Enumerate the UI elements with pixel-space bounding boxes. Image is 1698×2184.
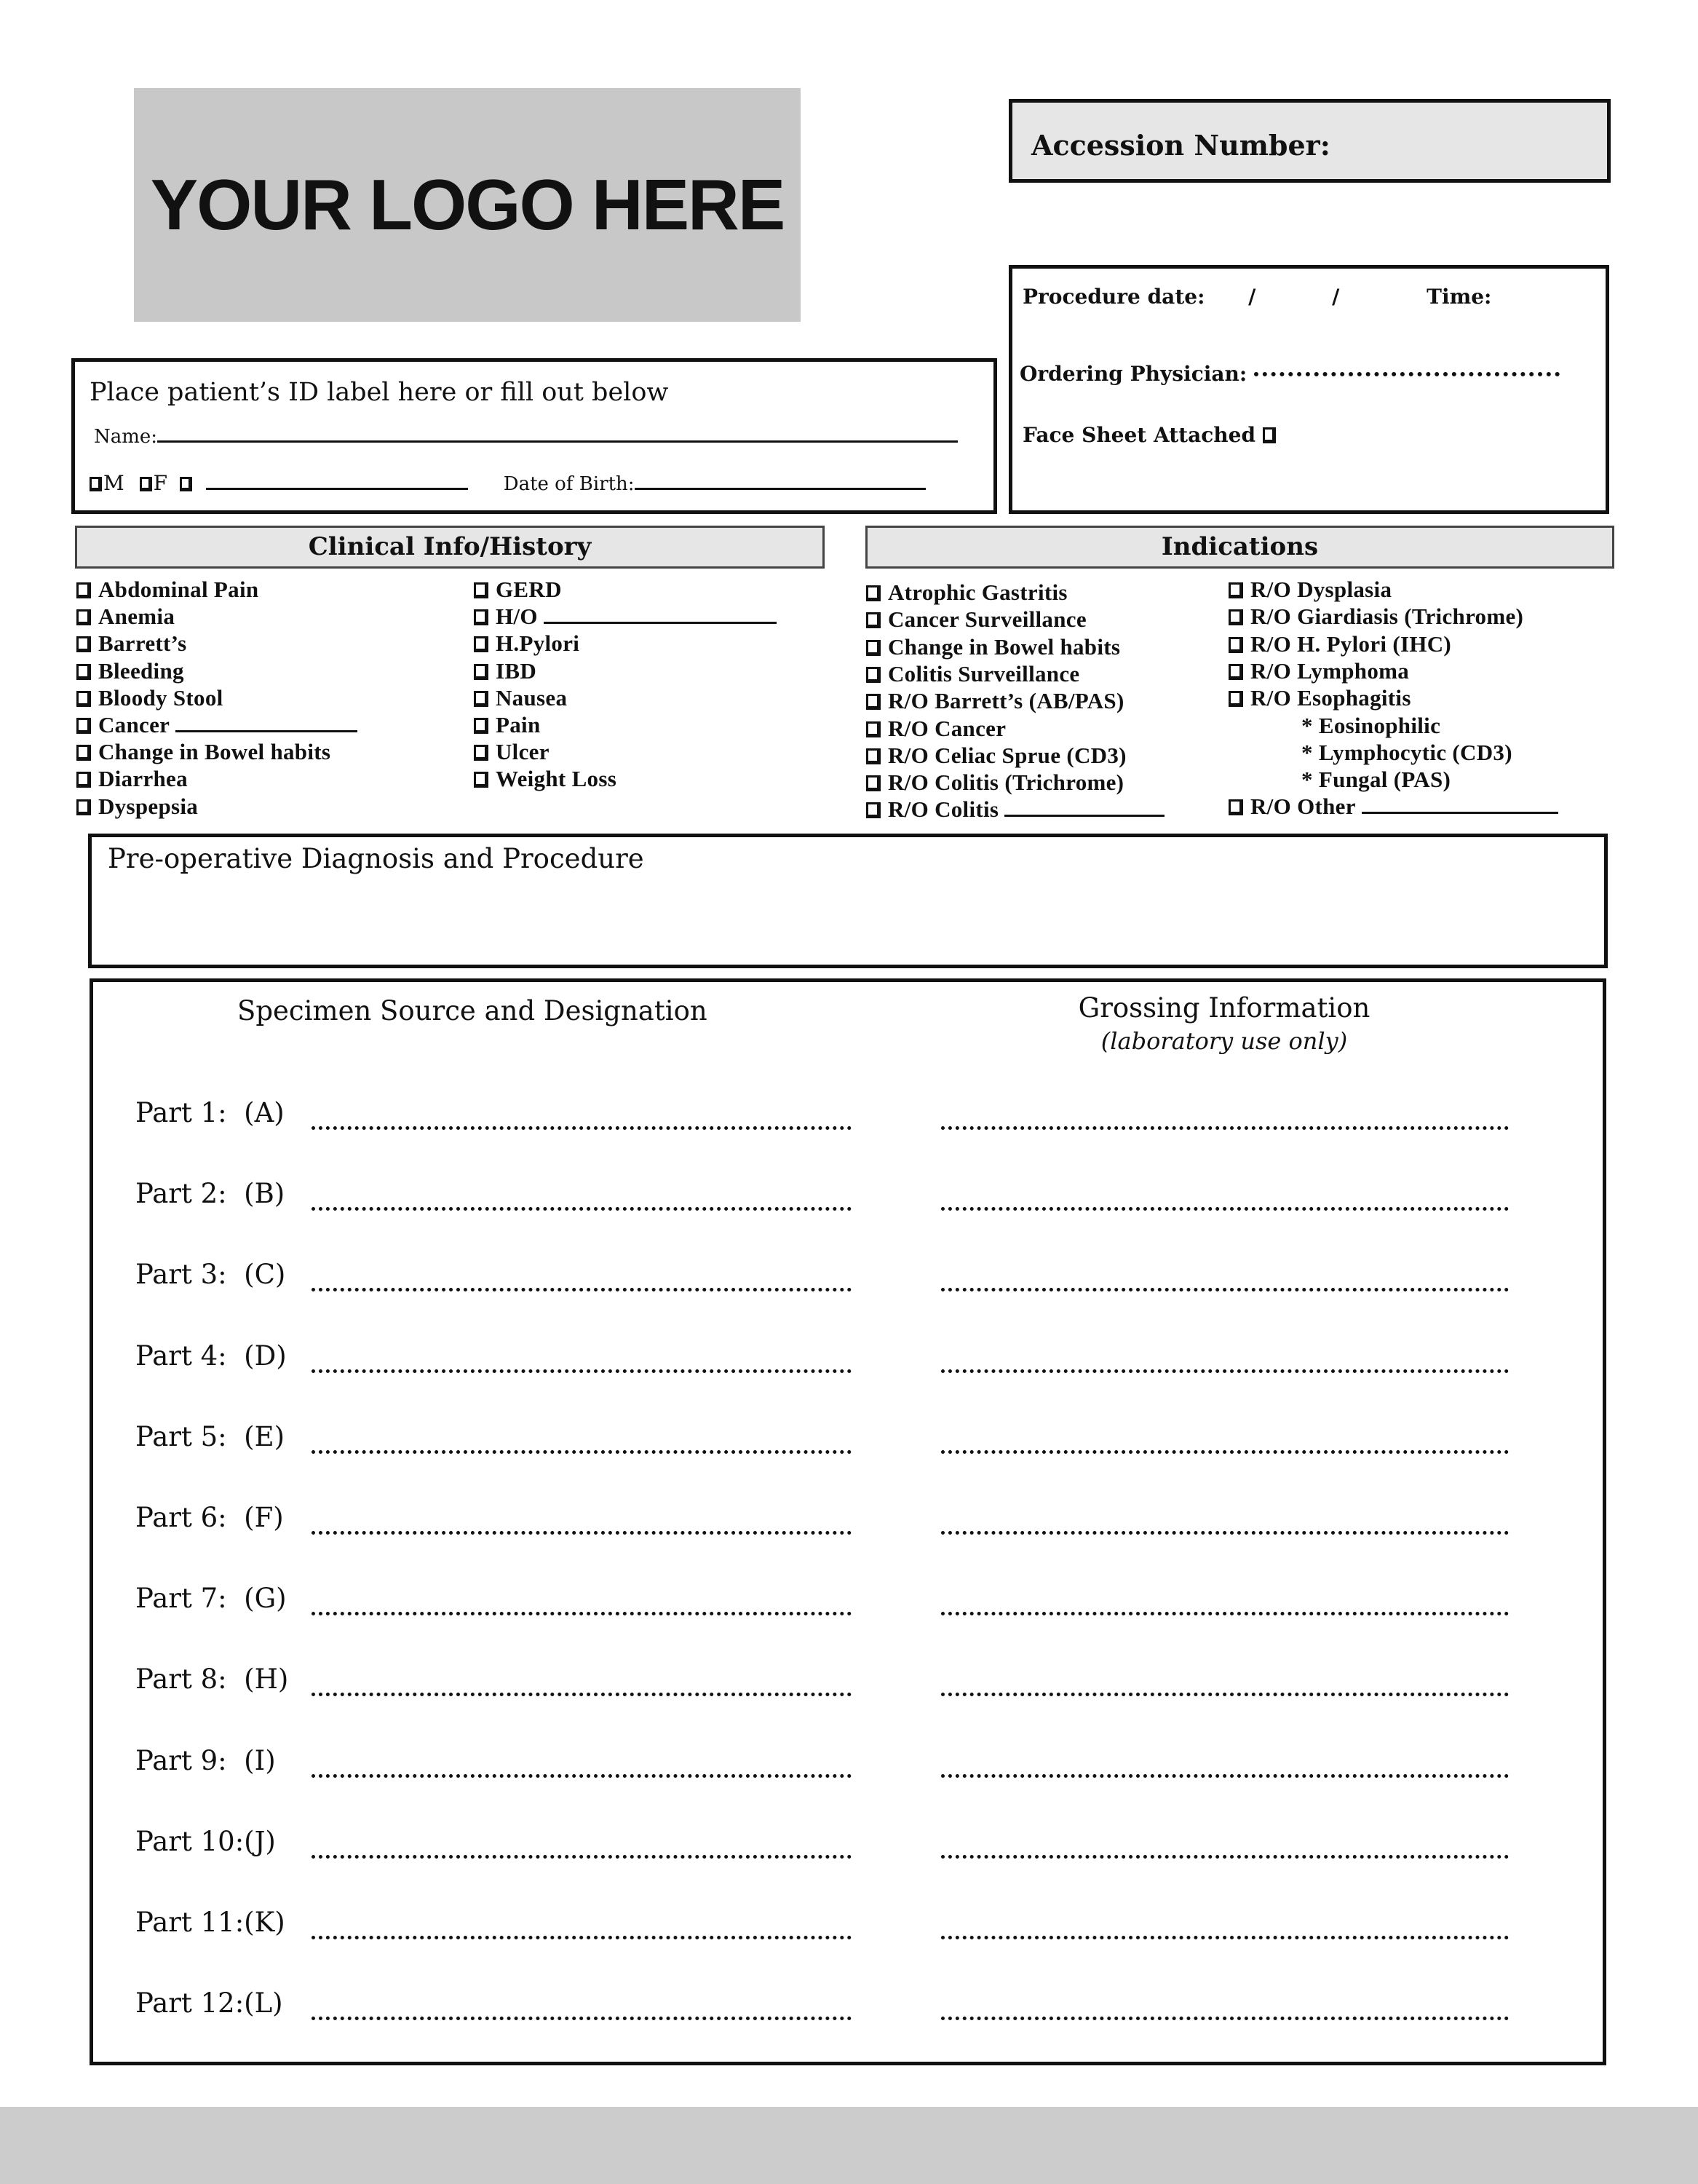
checkbox[interactable] [474, 745, 488, 761]
specimen-field[interactable] [312, 1369, 852, 1373]
part-label: Part 7: (G) [135, 1583, 287, 1615]
checkbox-item[interactable] [1229, 631, 1451, 657]
logo-text: YOUR LOGO HERE [150, 165, 785, 245]
checkbox-item[interactable] [474, 658, 536, 684]
checkbox[interactable] [1229, 582, 1243, 598]
checkbox-label: R/O Celiac Sprue (CD3) [888, 742, 1127, 768]
checkbox-label: Diarrhea [98, 766, 188, 792]
checkbox-label: R/O Esophagitis [1250, 685, 1411, 711]
indications-header: Indications [865, 526, 1614, 569]
specimen-field[interactable] [312, 1288, 852, 1291]
checkbox-label: R/O H. Pylori (IHC) [1250, 630, 1452, 657]
specimen-field[interactable] [312, 1531, 852, 1535]
other-checkbox[interactable] [180, 477, 192, 491]
checkbox-item[interactable] [76, 577, 258, 603]
sex-dob-row [90, 471, 926, 495]
face-sheet-row[interactable] [1023, 423, 1283, 447]
checkbox[interactable] [474, 582, 488, 598]
preop-title: Pre-operative Diagnosis and Procedure [108, 843, 644, 874]
checkbox-item[interactable] [866, 769, 1124, 796]
checkbox-item[interactable] [866, 796, 1165, 823]
checkbox-item[interactable] [474, 712, 541, 738]
specimen-field[interactable] [312, 1450, 852, 1454]
time-label: Time: [1427, 285, 1492, 309]
grossing-field[interactable] [941, 1288, 1509, 1291]
name-row[interactable] [94, 426, 982, 448]
checkbox[interactable] [866, 667, 881, 683]
checkbox-label: Nausea [496, 684, 568, 711]
checkbox-item[interactable] [474, 766, 616, 792]
part-label: Part 10:(J) [135, 1825, 276, 1857]
accession-number-box[interactable] [1009, 99, 1611, 183]
grossing-field[interactable] [941, 1126, 1509, 1130]
date-slash: / [1332, 285, 1340, 309]
name-label: Name: [94, 426, 158, 448]
female-checkbox[interactable] [140, 477, 152, 491]
checkbox-label: R/O Giardiasis (Trichrome) [1250, 604, 1524, 630]
male-label: M [103, 471, 124, 495]
checkbox[interactable] [866, 748, 881, 764]
write-in-field[interactable] [175, 730, 357, 732]
checkbox-item[interactable] [474, 685, 567, 711]
checkbox[interactable] [76, 745, 91, 761]
clinical-info-header: Clinical Info/History [75, 526, 825, 569]
other-field[interactable] [206, 488, 468, 490]
part-label: Part 4: (D) [135, 1340, 287, 1372]
checkbox-label: Cancer Surveillance [888, 606, 1087, 633]
checkbox[interactable] [1229, 799, 1243, 815]
specimen-field[interactable] [312, 1207, 852, 1211]
write-in-field[interactable] [1004, 815, 1165, 817]
grossing-field[interactable] [941, 1369, 1509, 1373]
checkbox-item[interactable] [76, 766, 188, 792]
part-label: Part 2: (B) [135, 1178, 285, 1210]
checkbox-item[interactable] [474, 739, 550, 765]
checkbox-item[interactable] [1229, 658, 1409, 684]
patient-id-box [71, 358, 997, 514]
checkbox-label: R/O Dysplasia [1250, 577, 1392, 602]
checkbox[interactable] [474, 772, 488, 788]
checkbox-label: Bleeding [98, 657, 184, 684]
checkbox-item[interactable] [1229, 604, 1523, 630]
checkbox-label: Pain [496, 712, 541, 737]
checkbox-item[interactable] [1229, 685, 1411, 711]
checkbox-item[interactable] [1229, 794, 1558, 820]
specimen-box [90, 978, 1606, 2065]
specimen-field[interactable] [312, 1126, 852, 1130]
procedure-date-label: Procedure date: [1023, 285, 1205, 309]
specimen-field[interactable] [312, 1774, 852, 1778]
part-label: Part 9: (I) [135, 1744, 276, 1776]
checkbox[interactable] [76, 664, 91, 680]
checkbox-item[interactable] [866, 634, 1120, 660]
checkbox[interactable] [1229, 609, 1243, 625]
checkbox-item[interactable] [866, 716, 1006, 742]
procedure-box [1009, 265, 1609, 514]
checkbox-label: Weight Loss [496, 766, 617, 792]
checkbox[interactable] [1229, 664, 1243, 680]
footer-bar [0, 2107, 1698, 2184]
female-label: F [153, 471, 168, 495]
ordering-physician-row[interactable] [1020, 362, 1560, 386]
grossing-field[interactable] [941, 1936, 1509, 1939]
checkbox-label: R/O Barrett’s (AB/PAS) [888, 688, 1124, 714]
male-checkbox[interactable] [90, 477, 102, 491]
part-label: Part 3: (C) [135, 1259, 286, 1291]
dob-field[interactable] [635, 488, 926, 490]
checkbox[interactable] [474, 636, 488, 652]
name-field[interactable] [157, 440, 958, 443]
checkbox-item[interactable] [474, 577, 562, 603]
checkbox-label: R/O Lymphoma [1250, 657, 1410, 684]
grossing-field[interactable] [941, 2017, 1509, 2020]
checkbox-label: * Fungal (PAS) [1301, 767, 1451, 793]
checkbox-label: H.Pylori [496, 630, 580, 657]
checkbox-item[interactable] [1229, 740, 1512, 766]
checkbox-label: Colitis Surveillance [888, 660, 1080, 687]
checkbox-label: Atrophic Gastritis [888, 579, 1068, 605]
checkbox-item[interactable] [866, 661, 1079, 687]
checkbox[interactable] [76, 636, 91, 652]
specimen-source-title: Specimen Source and Designation [237, 995, 707, 1026]
specimen-field[interactable] [312, 2017, 852, 2020]
grossing-title: Grossing Information [1078, 992, 1370, 1024]
checkbox-label: Anemia [98, 604, 175, 630]
face-sheet-checkbox[interactable] [1263, 427, 1276, 443]
checkbox-label: Abdominal Pain [98, 577, 259, 602]
checkbox[interactable] [76, 691, 91, 707]
checkbox-label: Barrett’s [98, 630, 187, 657]
specimen-field[interactable] [312, 1693, 852, 1696]
checkbox-label: * Lymphocytic (CD3) [1301, 739, 1512, 765]
checkbox[interactable] [76, 799, 91, 815]
checkbox[interactable] [866, 585, 881, 601]
physician-dotted-line [1254, 372, 1560, 376]
date-slash: / [1248, 285, 1256, 309]
grossing-field[interactable] [941, 1855, 1509, 1859]
grossing-field[interactable] [941, 1693, 1509, 1696]
checkbox-label: GERD [496, 577, 562, 602]
checkbox-label: Change in Bowel habits [98, 739, 331, 765]
checkbox[interactable] [76, 772, 91, 788]
checkbox-label: Dyspepsia [98, 793, 199, 819]
checkbox[interactable] [474, 718, 488, 734]
checkbox-item[interactable] [76, 712, 357, 738]
checkbox-item[interactable] [1229, 767, 1451, 793]
checkbox[interactable] [474, 609, 488, 625]
checkbox-item[interactable] [866, 743, 1127, 769]
checkbox-label: R/O Colitis (Trichrome) [888, 769, 1124, 796]
checkbox-item[interactable] [76, 794, 198, 820]
checkbox-label: Bloody Stool [98, 684, 223, 711]
accession-label: Accession Number: [1031, 129, 1330, 162]
checkbox-item[interactable] [1229, 713, 1440, 739]
part-label: Part 6: (F) [135, 1502, 284, 1533]
part-label: Part 1: (A) [135, 1097, 285, 1128]
checkbox[interactable] [76, 718, 91, 734]
dob-label: Date of Birth: [503, 473, 635, 495]
checkbox-item[interactable] [866, 606, 1087, 633]
part-label: Part 8: (H) [135, 1663, 289, 1696]
checkbox[interactable] [1229, 691, 1243, 707]
checkbox-label: Ulcer [496, 739, 550, 765]
checkbox-label: H/O [496, 604, 538, 630]
checkbox-item[interactable] [76, 630, 186, 657]
checkbox[interactable] [866, 640, 881, 656]
checkbox-item[interactable] [474, 630, 579, 657]
part-label: Part 5: (E) [135, 1420, 285, 1452]
checkbox[interactable] [76, 609, 91, 625]
checkbox-item[interactable] [76, 739, 330, 765]
grossing-subtitle: (laboratory use only) [1100, 1027, 1348, 1055]
checkbox[interactable] [866, 694, 881, 710]
checkbox[interactable] [474, 664, 488, 680]
checkbox-label: R/O Colitis [888, 796, 999, 823]
checkbox-item[interactable] [474, 604, 777, 630]
part-label: Part 12:(L) [135, 1987, 283, 2019]
part-label: Part 11:(K) [135, 1907, 285, 1938]
specimen-field[interactable] [312, 1936, 852, 1939]
checkbox-label: R/O Cancer [888, 715, 1007, 741]
checkbox-item[interactable] [866, 579, 1068, 606]
grossing-field[interactable] [941, 1207, 1509, 1211]
checkbox[interactable] [866, 802, 881, 818]
grossing-field[interactable] [941, 1531, 1509, 1535]
checkbox-label: IBD [496, 657, 537, 684]
specimen-field[interactable] [312, 1855, 852, 1859]
specimen-field[interactable] [312, 1612, 852, 1615]
logo-placeholder [134, 88, 801, 322]
preop-diagnosis-box[interactable] [88, 834, 1608, 968]
checkbox-label: * Eosinophilic [1301, 712, 1441, 738]
checkbox[interactable] [1229, 637, 1243, 653]
procedure-date-row[interactable] [1023, 285, 1491, 309]
checkbox-item[interactable] [866, 688, 1124, 714]
checkbox-item[interactable] [76, 685, 223, 711]
checkbox[interactable] [76, 582, 91, 598]
checkbox-item[interactable] [1229, 577, 1392, 603]
face-sheet-label: Face Sheet Attached [1023, 423, 1256, 447]
checkbox-label: Change in Bowel habits [888, 633, 1121, 660]
checkbox[interactable] [866, 612, 881, 628]
grossing-field[interactable] [941, 1774, 1509, 1778]
checkbox-label: R/O Other [1250, 794, 1356, 820]
write-in-field[interactable] [1362, 812, 1558, 814]
patient-box-title: Place patient’s ID label here or fill out below [90, 378, 669, 407]
checkbox[interactable] [866, 721, 881, 737]
grossing-field[interactable] [941, 1450, 1509, 1454]
checkbox[interactable] [866, 775, 881, 791]
checkbox-item[interactable] [76, 658, 184, 684]
write-in-field[interactable] [544, 622, 777, 624]
ordering-physician-label: Ordering Physician: [1020, 362, 1247, 386]
checkbox-item[interactable] [76, 604, 175, 630]
checkbox[interactable] [474, 691, 488, 707]
grossing-field[interactable] [941, 1612, 1509, 1615]
checkbox-label: Cancer [98, 712, 170, 737]
